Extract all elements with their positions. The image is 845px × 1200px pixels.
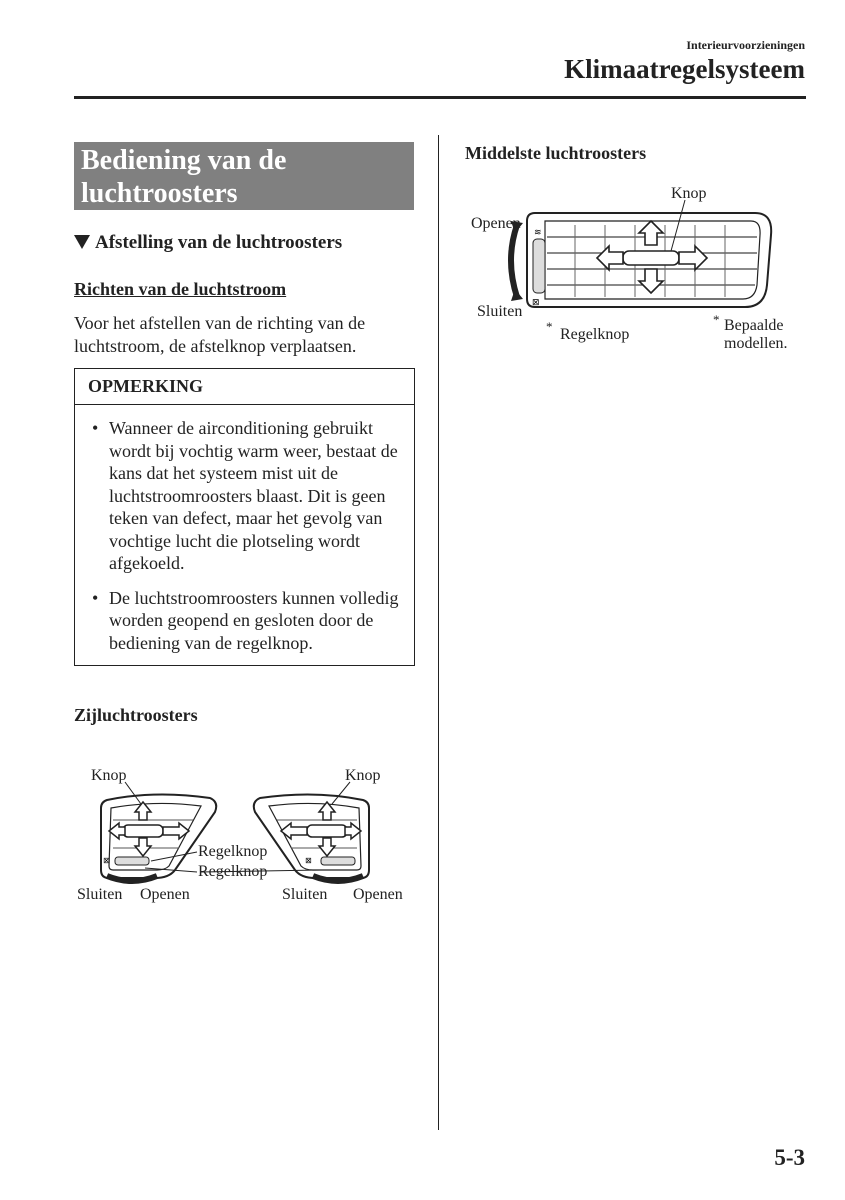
note-item-text: De luchtstroomroosters kunnen volledig worden geopend en gesloten door de bediening van de regelknop. (109, 587, 399, 653)
footnote-line-2: modellen. (724, 335, 788, 352)
section-banner (74, 142, 414, 210)
right-regelknop-label: Regelknop (198, 863, 268, 880)
subsection-heading (74, 232, 342, 254)
column-divider (438, 135, 439, 1130)
footnote-line-1: Bepaalde (724, 317, 784, 334)
left-regelknop-label-1: Regelknop (198, 843, 268, 860)
left-knop-label: Knop (91, 767, 127, 784)
middle-openen-label: Openen (471, 215, 521, 232)
asterisk-marker: * (546, 319, 553, 334)
middle-sluiten-label: Sluiten (477, 303, 523, 320)
chapter-title: Klimaatregelsysteem (564, 54, 805, 84)
svg-text:⊠: ⊠ (103, 856, 110, 865)
section-banner-line-2: luchtroosters (81, 178, 238, 209)
bullet: • (92, 587, 99, 608)
note-box (74, 368, 415, 666)
section-banner-line-1: Bediening van de (81, 145, 287, 176)
svg-text:⊠: ⊠ (532, 298, 540, 308)
note-title: OPMERKING (75, 369, 414, 405)
topic-heading: Richten van de luchtstroom (74, 279, 287, 299)
side-vents-heading: Zijluchtroosters (74, 705, 198, 725)
right-sluiten-label: Sluiten (282, 886, 328, 903)
section-label: Interieurvoorzieningen (686, 38, 805, 52)
middle-vent-illustration (505, 205, 775, 315)
subsection-heading-text: Afstelling van de luchtroosters (95, 232, 343, 253)
middle-knop-label: Knop (671, 185, 707, 202)
asterisk-marker: * (713, 312, 720, 327)
svg-text:≋: ≋ (534, 228, 542, 238)
triangle-marker-icon (74, 235, 90, 249)
left-sluiten-label: Sluiten (77, 886, 123, 903)
note-item (89, 587, 404, 655)
note-list (75, 405, 414, 654)
header-rule (74, 96, 806, 99)
svg-text:⊠: ⊠ (305, 856, 312, 865)
middle-vents-heading: Middelste luchtroosters (465, 143, 647, 163)
right-openen-label: Openen (353, 886, 403, 903)
intro-paragraph: Voor het afstellen van de richting van de luchtstroom, de afstelknop verplaatsen. (74, 313, 366, 356)
right-side-vent-illustration (250, 790, 375, 885)
note-item-text: Wanneer de airconditioning gebruikt wordt bij vochtig warm weer, bestaat de kans dat het systeem mist uit de luchtstroomroosters blaast. Dit is geen teken van defect, maar het gevolg van vochtige lucht die plotseling wordt afgekoeld. (109, 418, 398, 573)
bullet: • (92, 418, 99, 438)
right-knop-label: Knop (345, 767, 381, 784)
middle-regelknop-label: Regelknop (560, 326, 630, 343)
page-number: 5-3 (774, 1145, 805, 1170)
note-item (89, 417, 404, 575)
left-openen-label: Openen (140, 886, 190, 903)
